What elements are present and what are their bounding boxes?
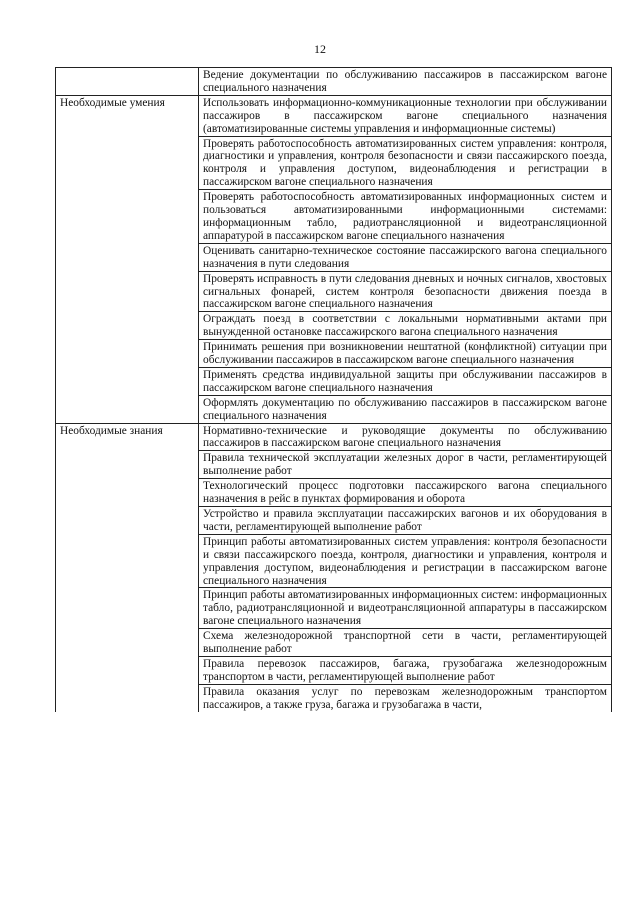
knowledge-item: Нормативно-технические и руководящие документы по обслуживанию пассажиров в пассажирском вагоне специального назначения [199, 423, 612, 451]
knowledge-item: Технологический процесс подготовки пассажирского вагона специального назначения в рейс в пунктах формирования и оборота [199, 479, 612, 507]
skill-item: Проверять работоспособность автоматизированных информационных систем и пользоваться автоматизированными информационными системами: информационным табло, радиотрансляционной и видеотрансляционной аппаратурой в пассажирском вагоне специального назначения [199, 190, 612, 244]
skill-item: Ограждать поезд в соответствии с локальными нормативными актами при вынужденной остановке пассажирского вагона специального назначения [199, 312, 612, 340]
page-number: 12 [314, 42, 326, 56]
section-label-knowledge: Необходимые знания [56, 423, 199, 712]
knowledge-item: Принцип работы автоматизированных систем управления: контроля безопасности и связи пассажирского поезда, контроля, диагностики и управления, контроля и управления доступом, видеонаблюдения и регистрации в пассажирском вагоне специального назначения [199, 534, 612, 588]
skill-item: Принимать решения при возникновении нештатной (конфликтной) ситуации при обслуживании пассажиров в пассажирском вагоне специального назначения [199, 340, 612, 368]
skill-item: Проверять работоспособность автоматизированных систем управления: контроля, диагностики и управления, контроля безопасности и связи пассажирского поезда, контроля и управления доступом, видеонаблюдения и регистрации в пассажирском вагоне специального назначения [199, 136, 612, 190]
knowledge-item: Устройство и правила эксплуатации пассажирских вагонов и их оборудования в части, регламентирующей выполнение работ [199, 507, 612, 535]
table-cell-continued-task: Ведение документации по обслуживанию пассажиров в пассажирском вагоне специального назначения [199, 68, 612, 96]
skill-item: Оформлять документацию по обслуживанию пассажиров в пассажирском вагоне специального назначения [199, 395, 612, 423]
table-row [56, 423, 612, 451]
section-label-skills: Необходимые умения [56, 95, 199, 423]
knowledge-item: Правила перевозок пассажиров, багажа, грузобагажа железнодорожным транспортом в части, регламентирующей выполнение работ [199, 656, 612, 684]
knowledge-item: Правила технической эксплуатации железных дорог в части, регламентирующей выполнение работ [199, 451, 612, 479]
knowledge-item: Принцип работы автоматизированных информационных систем: информационных табло, радиотрансляционной и видеотрансляционной аппаратуры в пассажирском вагоне специального назначения [199, 588, 612, 629]
knowledge-item: Правила оказания услуг по перевозкам железнодорожным транспортом пассажиров, а также груза, багажа и грузобагажа в части, [199, 684, 612, 711]
competency-table [55, 67, 612, 712]
skill-item: Применять средства индивидуальной защиты при обслуживании пассажиров в пассажирском вагоне специального назначения [199, 367, 612, 395]
table-row [56, 68, 612, 96]
knowledge-item: Схема железнодорожной транспортной сети в части, регламентирующей выполнение работ [199, 629, 612, 657]
table-row [56, 95, 612, 136]
skill-item: Оценивать санитарно-техническое состояние пассажирского вагона специального назначения в пути следования [199, 243, 612, 271]
empty-label-cell [56, 68, 199, 96]
skill-item: Использовать информационно-коммуникационные технологии при обслуживании пассажиров в пассажирском вагоне специального назначения (автоматизированные системы управления и информационные системы) [199, 95, 612, 136]
skill-item: Проверять исправность в пути следования дневных и ночных сигналов, хвостовых сигнальных фонарей, систем контроля безопасности движения поезда в пассажирском вагоне специального назначения [199, 271, 612, 312]
